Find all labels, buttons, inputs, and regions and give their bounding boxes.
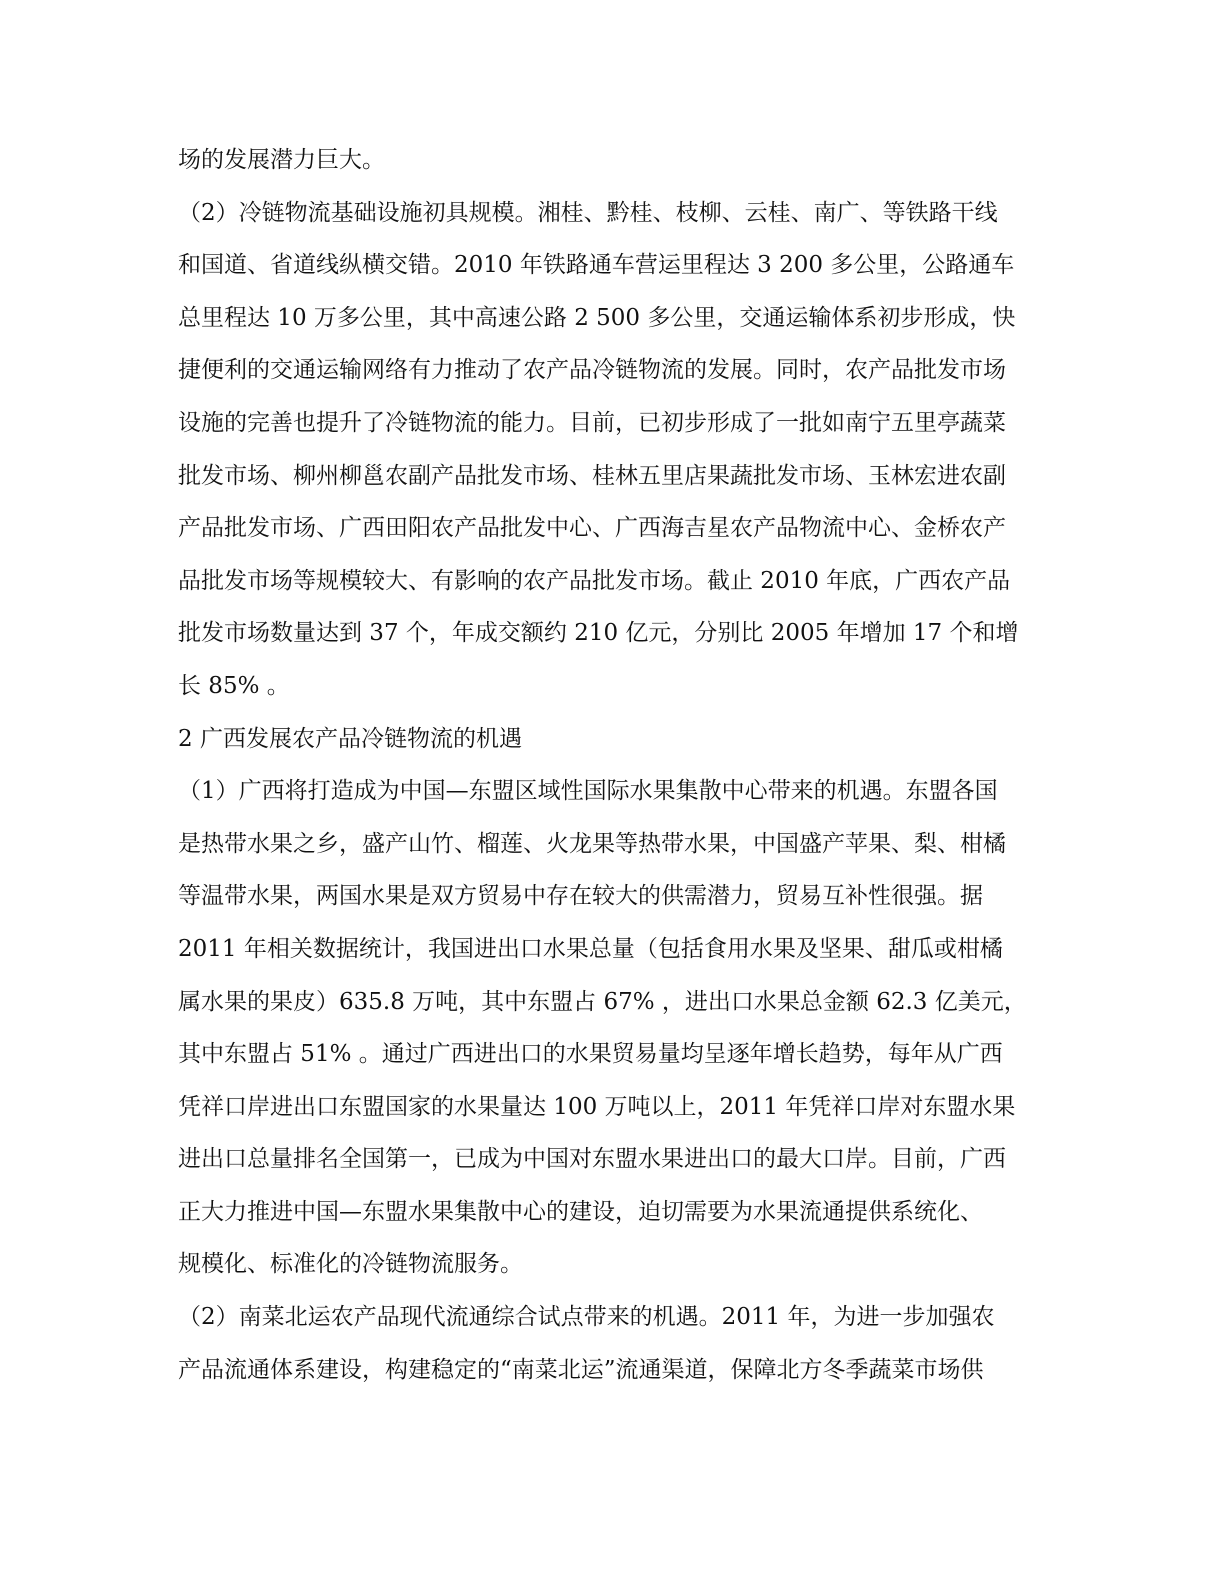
text-line: 品批发市场等规模较大、有影响的农产品批发市场。截止 2010 年底，广西农产品 — [178, 567, 1011, 594]
text-line: （2）冷链物流基础设施初具规模。湘桂、黔桂、枝柳、云桂、南广、等铁路干线 — [178, 199, 998, 226]
text-line: 捷便利的交通运输网络有力推动了农产品冷链物流的发展。同时，农产品批发市场 — [178, 357, 1006, 384]
text-line: 场的发展潜力巨大。 — [178, 147, 385, 173]
text-line: 设施的完善也提升了冷链物流的能力。目前，已初步形成了一批如南宁五里亭蔬菜 — [178, 409, 1006, 436]
text-line: （1）广西将打造成为中国—东盟区域性国际水果集散中心带来的机遇。东盟各国 — [178, 778, 998, 805]
text-line: 产品流通体系建设，构建稳定的“南菜北运”流通渠道，保障北方冬季蔬菜市场供 — [178, 1356, 984, 1383]
text-line: 其中东盟占 51% 。通过广西进出口的水果贸易量均呈逐年增长趋势，每年从广西 — [178, 1041, 1003, 1068]
text-line: 批发市场、柳州柳邕农副产品批发市场、桂林五里店果蔬批发市场、玉林宏进农副 — [178, 462, 1006, 489]
text-line: （2）南菜北运农产品现代流通综合试点带来的机遇。2011 年，为进一步加强农 — [178, 1304, 995, 1331]
text-line: 总里程达 10 万多公里，其中高速公路 2 500 多公里，交通运输体系初步形成，快 — [178, 304, 1016, 331]
text-line: 正大力推进中国—东盟水果集散中心的建设，迫切需要为水果流通提供系统化、 — [178, 1198, 983, 1225]
text-line: 属水果的果皮）635.8 万吨，其中东盟占 67% ，进出口水果总金额 62.3 亿美元， — [178, 988, 1027, 1015]
text-line: 规模化、标准化的冷链物流服务。 — [178, 1251, 523, 1278]
text-line: 批发市场数量达到 37 个，年成交额约 210 亿元，分别比 2005 年增加 17 个和增 — [178, 620, 1019, 647]
text-line: 产品批发市场、广西田阳农产品批发中心、广西海吉星农产品物流中心、金桥农产 — [178, 515, 1006, 542]
text-line: 和国道、省道线纵横交错。2010 年铁路通车营运里程达 3 200 多公里，公路通车 — [178, 252, 1015, 279]
text-line: 2011 年相关数据统计，我国进出口水果总量（包括食用水果及坚果、甜瓜或柑橘 — [178, 935, 1003, 962]
text-line: 凭祥口岸进出口东盟国家的水果量达 100 万吨以上，2011 年凭祥口岸对东盟水果 — [178, 1093, 1016, 1120]
text-line: 进出口总量排名全国第一，已成为中国对东盟水果进出口的最大口岸。目前，广西 — [178, 1146, 1006, 1173]
body-text — [178, 134, 1042, 1396]
section-heading: 2 广西发展农产品冷链物流的机遇 — [178, 725, 522, 752]
text-line: 等温带水果，两国水果是双方贸易中存在较大的供需潜力，贸易互补性很强。据 — [178, 883, 983, 910]
text-line: 长 85% 。 — [178, 672, 290, 699]
text-line: 是热带水果之乡，盛产山竹、榴莲、火龙果等热带水果，中国盛产苹果、梨、柑橘 — [178, 830, 1006, 857]
